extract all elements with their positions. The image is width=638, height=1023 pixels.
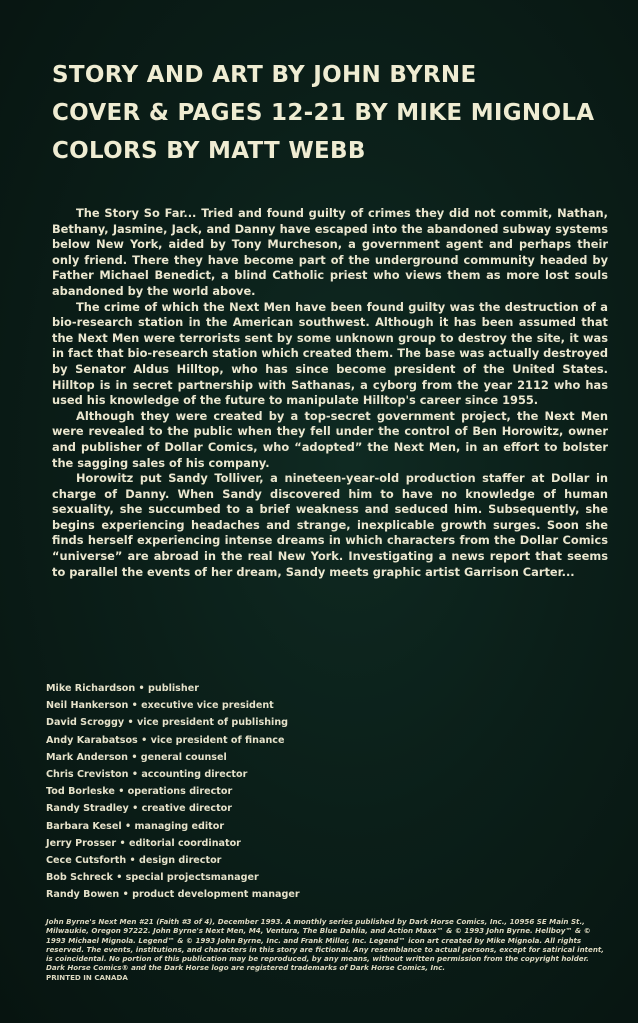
credits-block	[52, 56, 612, 170]
staff-name: Andy Karabatsos	[46, 734, 138, 746]
story-paragraph: Although they were created by a top-secret government project, the Next Men were revealed to the public when they fell under the control of Ben Horowitz, owner and publisher of Dollar Comics, who “adopted” the Next Men, in an effort to bolster the sagging sales of his company.	[52, 408, 608, 470]
story-paragraph: Horowitz put Sandy Tolliver, a nineteen-year-old production staffer at Dollar in charge of Danny. When Sandy discovered him to have no knowledge of human sexuality, she succumbed to a brief weakness and seduced him. Subsequently, she begins experiencing headaches and strange, inexplicable growth surges. Soon she finds herself experiencing intense dreams in which characters from the Dollar Comics “universe” are abroad in the real New York. Investigating a news report that seems to parallel the events of her dream, Sandy meets graphic artist Garrison Carter...	[52, 471, 608, 579]
staff-role: publisher	[148, 683, 199, 694]
bullet: •	[127, 717, 134, 729]
staff-role: executive vice president	[141, 700, 274, 712]
staff-role: operations director	[127, 786, 233, 798]
staff-row	[46, 697, 446, 714]
staff-role: vice president of publishing	[136, 717, 289, 729]
staff-row	[46, 835, 446, 852]
staff-row	[46, 886, 446, 903]
staff-role: editorial coordinator	[128, 837, 241, 849]
staff-row	[46, 680, 446, 697]
bullet: •	[138, 683, 145, 694]
staff-role: creative director	[141, 803, 232, 815]
story-paragraph: The Story So Far... Tried and found guilty of crimes they did not commit, Nathan, Bethany, Jasmine, Jack, and Danny have escaped into the abandoned subway systems below New York, aided by Tony Murcheson, a government agent and perhaps their only friend. There they have become part of the underground community headed by Father Michael Benedict, a blind Catholic priest who views them as more lost souls abandoned by the world above.	[52, 206, 608, 298]
bullet: •	[125, 820, 132, 832]
staff-name: Neil Hankerson	[46, 700, 129, 712]
credit-colors: COLORS BY MATT WEBB	[52, 138, 366, 164]
story-so-far	[52, 206, 608, 580]
legal-text: John Byrne's Next Men #21 (Faith #3 of 4), December 1993. A monthly series published by Dark Horse Comics, Inc., 10956 SE Main St., Milwaukie, Oregon 97222. John Byrne's Next Men, M4, Ventura, The Blue Dahlia, and Action Maxx™ & © 1993 John Byrne. Hellboy™ & © 1993 Michael Mignola. Legend™ & © 1993 John Byrne, Inc. and Frank Miller, Inc. Legend™ icon art created by Mike Mignola. All rights reserved. The events, institutions, and characters in this story are fictional. Any resemblance to actual persons, except for satirical intent, is coincidental. No portion of this publication may be reproduced, by any means, without written permission from the copyright holder. Dark Horse Comics® and the Dark Horse logo are registered trademarks of Dark Horse Comics, Inc.	[46, 917, 604, 973]
bullet: •	[118, 786, 125, 798]
bullet: •	[132, 803, 139, 815]
staff-name: Randy Bowen	[46, 889, 120, 901]
bullet: •	[129, 854, 136, 866]
bullet: •	[122, 889, 129, 901]
bullet: •	[131, 768, 138, 780]
legal-notice	[46, 917, 606, 982]
staff-row	[46, 869, 446, 886]
staff-row	[46, 818, 446, 835]
staff-name: Randy Stradley	[46, 803, 129, 815]
staff-name: Mike Richardson	[46, 683, 136, 694]
bullet: •	[131, 700, 138, 712]
staff-name: Bob Schreck	[46, 872, 113, 884]
staff-row	[46, 800, 446, 817]
bullet: •	[116, 872, 123, 884]
staff-role: managing editor	[134, 820, 225, 832]
staff-row	[46, 749, 446, 766]
staff-role: accounting director	[141, 768, 248, 780]
staff-name: Chris Creviston	[46, 768, 129, 780]
staff-role: special projectsmanager	[125, 872, 259, 884]
credit-cover-pages: COVER & PAGES 12-21 BY MIKE MIGNOLA	[52, 100, 595, 126]
staff-role: design director	[139, 854, 222, 866]
staff-row	[46, 766, 446, 783]
staff-row	[46, 714, 446, 731]
staff-row	[46, 852, 446, 869]
credit-story-art: STORY AND ART BY JOHN BYRNE	[52, 62, 477, 88]
bullet: •	[119, 837, 126, 849]
staff-role: product development manager	[132, 889, 300, 901]
staff-row	[46, 732, 446, 749]
staff-name: Cece Cutsforth	[46, 854, 127, 866]
bullet: •	[141, 734, 148, 746]
printed-in: PRINTED IN CANADA	[46, 972, 128, 982]
staff-row	[46, 783, 446, 800]
staff-role: general counsel	[140, 751, 227, 763]
staff-name: Tod Borleske	[46, 786, 115, 798]
staff-name: Barbara Kesel	[46, 820, 122, 832]
staff-list	[46, 680, 446, 903]
staff-name: David Scroggy	[46, 717, 125, 729]
staff-name: Mark Anderson	[46, 751, 128, 763]
story-paragraph: The crime of which the Next Men have been found guilty was the destruction of a bio-research station in the American southwest. Although it has been assumed that the Next Men were terrorists sent by some unknown group to destroy the site, it was in fact that bio-research station which created them. The base was actually destroyed by Senator Aldus Hilltop, who has since become president of the United States. Hilltop is in secret partnership with Sathanas, a cyborg from the year 2112 who has used his knowledge of the future to manipulate Hilltop's career since 1955.	[52, 299, 608, 408]
staff-role: vice president of finance	[150, 734, 285, 746]
bullet: •	[131, 751, 138, 763]
staff-name: Jerry Prosser	[46, 837, 117, 849]
